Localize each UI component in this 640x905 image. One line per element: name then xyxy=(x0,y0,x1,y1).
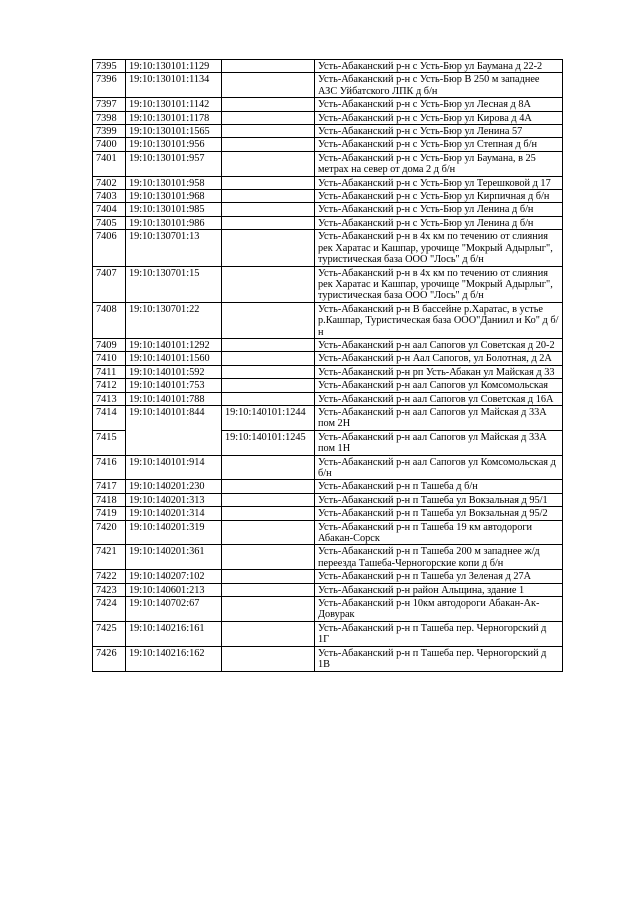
sub-cadastral-number xyxy=(222,230,315,266)
row-number: 7401 xyxy=(93,151,126,176)
row-number: 7404 xyxy=(93,203,126,216)
row-number: 7419 xyxy=(93,507,126,520)
address: Усть-Абаканский р-н с Усть-Бюр В 250 м западнее АЗС Уйбатского ЛПК д б/н xyxy=(315,73,563,98)
address: Усть-Абаканский р-н Аал Сапогов, ул Болотная, д 2А xyxy=(315,352,563,365)
row-number: 7403 xyxy=(93,190,126,203)
address: Усть-Абаканский р-н п Ташеба пер. Черногорский д 1Г xyxy=(315,621,563,646)
row-number: 7422 xyxy=(93,570,126,583)
table-row xyxy=(93,646,563,671)
cadastral-number: 19:10:140101:1292 xyxy=(126,338,222,351)
sub-cadastral-number xyxy=(222,480,315,493)
address: Усть-Абаканский р-н аал Сапогов ул Комсомольская д б/н xyxy=(315,455,563,480)
table-row xyxy=(93,302,563,338)
row-number: 7413 xyxy=(93,392,126,405)
address: Усть-Абаканский р-н с Усть-Бюр ул Кирова д 4А xyxy=(315,111,563,124)
cadastral-number: 19:10:140216:161 xyxy=(126,621,222,646)
address: Усть-Абаканский р-н с Усть-Бюр ул Кирпичная д б/н xyxy=(315,190,563,203)
address: Усть-Абаканский р-н п Ташеба 19 км автодороги Абакан-Сорск xyxy=(315,520,563,545)
row-number: 7420 xyxy=(93,520,126,545)
cadastral-number: 19:10:140101:788 xyxy=(126,392,222,405)
sub-cadastral-number xyxy=(222,176,315,189)
sub-cadastral-number xyxy=(222,365,315,378)
address: Усть-Абаканский р-н 10км автодороги Абакан-Ак-Довурак xyxy=(315,597,563,622)
table-row xyxy=(93,520,563,545)
row-number: 7417 xyxy=(93,480,126,493)
row-number: 7398 xyxy=(93,111,126,124)
row-number: 7423 xyxy=(93,583,126,596)
address: Усть-Абаканский р-н с Усть-Бюр ул Ленина д б/н xyxy=(315,216,563,229)
address: Усть-Абаканский р-н с Усть-Бюр ул Ленина 57 xyxy=(315,125,563,138)
table-row xyxy=(93,621,563,646)
table-row xyxy=(93,60,563,73)
row-number: 7421 xyxy=(93,545,126,570)
table-row xyxy=(93,266,563,302)
cadastral-number: 19:10:140207:102 xyxy=(126,570,222,583)
cadastral-number: 19:10:130101:1134 xyxy=(126,73,222,98)
row-number: 7399 xyxy=(93,125,126,138)
table-row xyxy=(93,583,563,596)
row-number: 7418 xyxy=(93,493,126,506)
sub-cadastral-number xyxy=(222,379,315,392)
address: Усть-Абаканский р-н п Ташеба ул Вокзальная д 95/2 xyxy=(315,507,563,520)
table-row xyxy=(93,597,563,622)
sub-cadastral-number xyxy=(222,493,315,506)
table-row xyxy=(93,230,563,266)
address: Усть-Абаканский р-н аал Сапогов ул Комсомольская xyxy=(315,379,563,392)
address: Усть-Абаканский р-н район Альщина, здание 1 xyxy=(315,583,563,596)
cadastral-number: 19:10:130101:1565 xyxy=(126,125,222,138)
cadastral-number: 19:10:140601:213 xyxy=(126,583,222,596)
cadastral-number: 19:10:140101:844 xyxy=(126,405,222,455)
cadastral-number: 19:10:140216:162 xyxy=(126,646,222,671)
sub-cadastral-number xyxy=(222,138,315,151)
cadastral-number: 19:10:130101:986 xyxy=(126,216,222,229)
cadastral-number: 19:10:140101:1560 xyxy=(126,352,222,365)
table-row xyxy=(93,190,563,203)
sub-cadastral-number xyxy=(222,125,315,138)
row-number: 7395 xyxy=(93,60,126,73)
table-row xyxy=(93,379,563,392)
sub-cadastral-number: 19:10:140101:1245 xyxy=(222,430,315,455)
table-row xyxy=(93,365,563,378)
address: Усть-Абаканский р-н с Усть-Бюр ул Лесная д 8А xyxy=(315,98,563,111)
cadastral-number: 19:10:140101:753 xyxy=(126,379,222,392)
table-row xyxy=(93,73,563,98)
sub-cadastral-number xyxy=(222,352,315,365)
registry-table-body xyxy=(93,60,563,672)
row-number: 7409 xyxy=(93,338,126,351)
address: Усть-Абаканский р-н с Усть-Бюр ул Терешковой д 17 xyxy=(315,176,563,189)
sub-cadastral-number xyxy=(222,73,315,98)
sub-cadastral-number xyxy=(222,455,315,480)
table-row xyxy=(93,507,563,520)
cadastral-number: 19:10:130101:1178 xyxy=(126,111,222,124)
row-number: 7406 xyxy=(93,230,126,266)
address: Усть-Абаканский р-н В бассейне р.Харатас, в устье р.Кашпар, Туристическая база ООО"Даниил и Ко" д б/н xyxy=(315,302,563,338)
table-row xyxy=(93,455,563,480)
cadastral-number: 19:10:130101:958 xyxy=(126,176,222,189)
sub-cadastral-number xyxy=(222,60,315,73)
row-number: 7416 xyxy=(93,455,126,480)
table-row xyxy=(93,111,563,124)
cadastral-number: 19:10:130701:15 xyxy=(126,266,222,302)
cadastral-number: 19:10:140101:592 xyxy=(126,365,222,378)
address: Усть-Абаканский р-н с Усть-Бюр ул Баумана д 22-2 xyxy=(315,60,563,73)
row-number: 7414 xyxy=(93,405,126,430)
row-number: 7426 xyxy=(93,646,126,671)
row-number: 7412 xyxy=(93,379,126,392)
sub-cadastral-number xyxy=(222,190,315,203)
row-number: 7425 xyxy=(93,621,126,646)
sub-cadastral-number xyxy=(222,583,315,596)
sub-cadastral-number xyxy=(222,203,315,216)
table-row xyxy=(93,493,563,506)
cadastral-number: 19:10:130701:22 xyxy=(126,302,222,338)
row-number: 7408 xyxy=(93,302,126,338)
table-row xyxy=(93,480,563,493)
table-row xyxy=(93,176,563,189)
table-row xyxy=(93,216,563,229)
table-row xyxy=(93,392,563,405)
sub-cadastral-number xyxy=(222,597,315,622)
sub-cadastral-number xyxy=(222,392,315,405)
cadastral-number: 19:10:130101:985 xyxy=(126,203,222,216)
sub-cadastral-number xyxy=(222,545,315,570)
sub-cadastral-number xyxy=(222,646,315,671)
cadastral-number: 19:10:140201:313 xyxy=(126,493,222,506)
cadastral-number: 19:10:140201:361 xyxy=(126,545,222,570)
sub-cadastral-number xyxy=(222,266,315,302)
sub-cadastral-number xyxy=(222,98,315,111)
sub-cadastral-number xyxy=(222,216,315,229)
sub-cadastral-number xyxy=(222,338,315,351)
cadastral-number: 19:10:130101:956 xyxy=(126,138,222,151)
address: Усть-Абаканский р-н аал Сапогов ул Советская д 20-2 xyxy=(315,338,563,351)
row-number: 7424 xyxy=(93,597,126,622)
cadastral-number: 19:10:130101:1142 xyxy=(126,98,222,111)
address: Усть-Абаканский р-н п Ташеба ул Зеленая д 27А xyxy=(315,570,563,583)
table-row xyxy=(93,125,563,138)
row-number: 7397 xyxy=(93,98,126,111)
sub-cadastral-number xyxy=(222,621,315,646)
row-number: 7407 xyxy=(93,266,126,302)
address: Усть-Абаканский р-н аал Сапогов ул Майская д 33А пом 2Н xyxy=(315,405,563,430)
cadastral-number: 19:10:140201:314 xyxy=(126,507,222,520)
row-number: 7400 xyxy=(93,138,126,151)
cadastral-number: 19:10:130101:968 xyxy=(126,190,222,203)
address: Усть-Абаканский р-н с Усть-Бюр ул Баумана, в 25 метрах на север от дома 2 д б/н xyxy=(315,151,563,176)
table-row xyxy=(93,352,563,365)
row-number: 7402 xyxy=(93,176,126,189)
cadastral-number: 19:10:140702:67 xyxy=(126,597,222,622)
row-number: 7410 xyxy=(93,352,126,365)
address: Усть-Абаканский р-н п Ташеба ул Вокзальная д 95/1 xyxy=(315,493,563,506)
sub-cadastral-number xyxy=(222,520,315,545)
address: Усть-Абаканский р-н аал Сапогов ул Майская д 33А пом 1Н xyxy=(315,430,563,455)
sub-cadastral-number xyxy=(222,151,315,176)
sub-cadastral-number xyxy=(222,507,315,520)
address: Усть-Абаканский р-н с Усть-Бюр ул Ленина д б/н xyxy=(315,203,563,216)
address: Усть-Абаканский р-н п Ташеба пер. Черногорский д 1В xyxy=(315,646,563,671)
row-number: 7405 xyxy=(93,216,126,229)
table-row xyxy=(93,405,563,430)
address: Усть-Абаканский р-н п Ташеба 200 м западнее ж/д переезда Ташеба-Черногорские копи д б/н xyxy=(315,545,563,570)
sub-cadastral-number xyxy=(222,111,315,124)
sub-cadastral-number xyxy=(222,570,315,583)
table-row xyxy=(93,203,563,216)
sub-cadastral-number: 19:10:140101:1244 xyxy=(222,405,315,430)
cadastral-number: 19:10:140201:319 xyxy=(126,520,222,545)
table-row xyxy=(93,98,563,111)
cadastral-number: 19:10:130101:957 xyxy=(126,151,222,176)
row-number: 7411 xyxy=(93,365,126,378)
address: Усть-Абаканский р-н в 4х км по течению от слияния рек Харатас и Кашпар, урочище "Мокрый Адырлыг", туристическая база ООО "Лось" д б/н xyxy=(315,266,563,302)
sub-cadastral-number xyxy=(222,302,315,338)
address: Усть-Абаканский р-н с Усть-Бюр ул Степная д б/н xyxy=(315,138,563,151)
table-row xyxy=(93,338,563,351)
table-row xyxy=(93,570,563,583)
cadastral-number: 19:10:140101:914 xyxy=(126,455,222,480)
address: Усть-Абаканский р-н аал Сапогов ул Советская д 16А xyxy=(315,392,563,405)
row-number: 7415 xyxy=(93,430,126,455)
cadastral-number: 19:10:130101:1129 xyxy=(126,60,222,73)
table-row xyxy=(93,545,563,570)
row-number: 7396 xyxy=(93,73,126,98)
registry-table xyxy=(92,59,563,672)
address: Усть-Абаканский р-н в 4х км по течению от слияния рек Харатас и Кашпар, урочище "Мокрый Адырлыг", туристическая база ООО "Лось" д б/н xyxy=(315,230,563,266)
cadastral-number: 19:10:140201:230 xyxy=(126,480,222,493)
table-row xyxy=(93,151,563,176)
address: Усть-Абаканский р-н рп Усть-Абакан ул Майская д 33 xyxy=(315,365,563,378)
table-row xyxy=(93,138,563,151)
cadastral-number: 19:10:130701:13 xyxy=(126,230,222,266)
address: Усть-Абаканский р-н п Ташеба д б/н xyxy=(315,480,563,493)
